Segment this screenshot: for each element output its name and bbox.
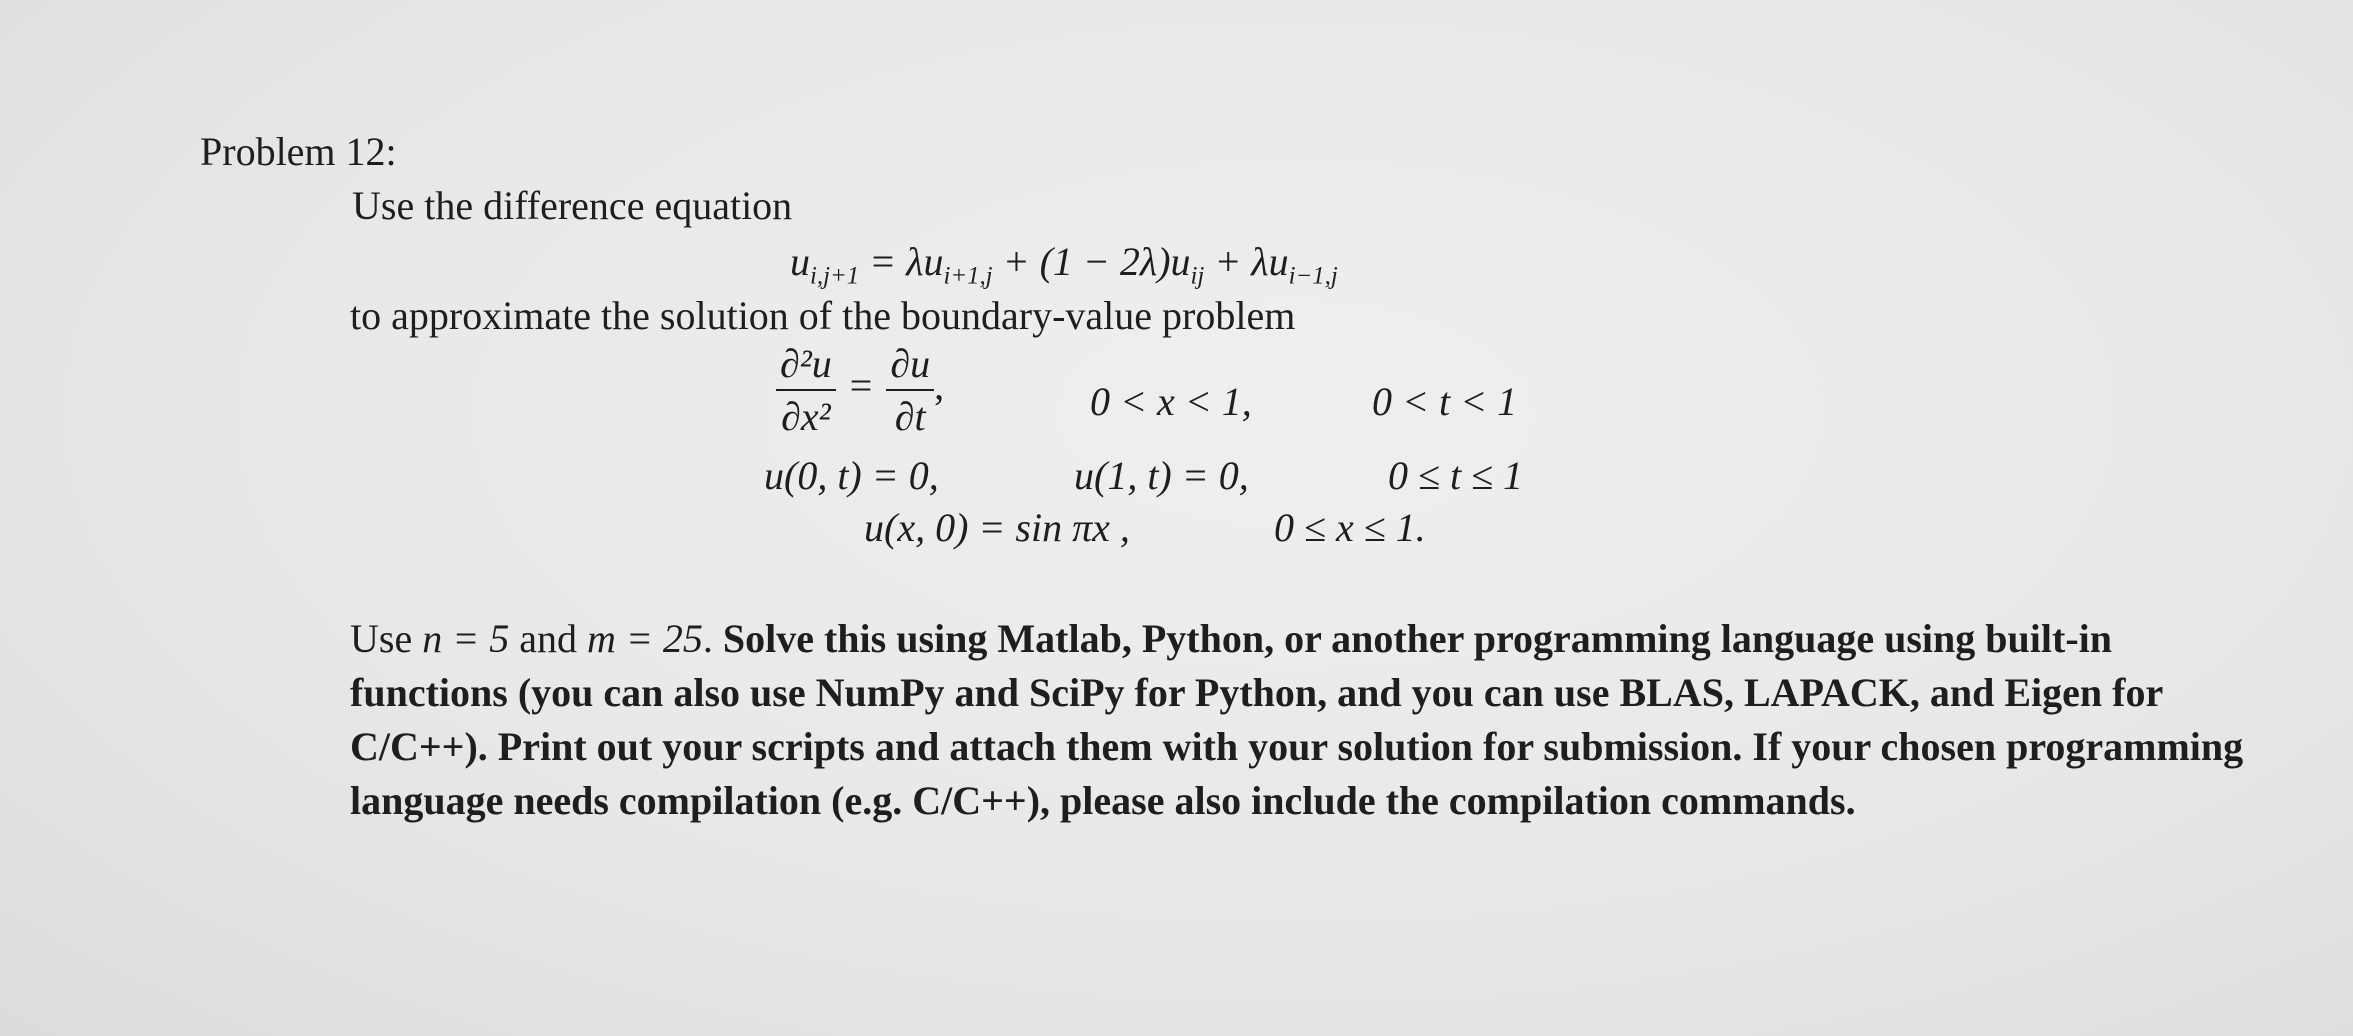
boundary-range: 0 ≤ t ≤ 1 xyxy=(1388,453,1524,498)
intro-text: Use the difference equation xyxy=(352,183,793,228)
pde-rhs-numerator: ∂u xyxy=(886,340,934,391)
eq-term3: + λu xyxy=(1204,239,1289,284)
difference-equation xyxy=(790,238,1338,290)
eq-lhs-sub: i,j+1 xyxy=(810,262,860,290)
pde-rhs-denominator: ∂t xyxy=(894,394,926,439)
n-expression: n = 5 xyxy=(422,616,510,661)
pde-equals: = xyxy=(849,363,873,409)
pde-comma: , xyxy=(934,363,945,409)
initial-range: 0 ≤ x ≤ 1. xyxy=(1274,505,1426,550)
pde-lhs-denominator: ∂x² xyxy=(781,394,831,439)
eq-term1-sub: i+1,j xyxy=(943,262,993,290)
boundary-right: u(1, t) = 0, xyxy=(1074,453,1249,498)
pde-lhs-numerator: ∂²u xyxy=(776,340,836,391)
instructions-paragraph xyxy=(350,612,2270,828)
eq-term1: = λu xyxy=(859,239,944,284)
m-expression: m = 25 xyxy=(586,616,703,661)
problem-title: Problem 12: xyxy=(200,129,397,174)
eq-term2-sub: ij xyxy=(1190,262,1205,290)
pde-t-range: 0 < t < 1 xyxy=(1372,379,1518,424)
instructions-bold-text: Solve this using Matlab, Python, or another programming language using built-in functions (you can also use NumPy and SciPy for Python, and you can use BLAS, LAPACK, and Eigen for C/C++). Print out your scripts and attach them with your solution for submission. If your chosen programming language needs compilation (e.g. C/C++), please also include the compilation commands. xyxy=(350,616,2244,823)
and-text: and xyxy=(509,616,587,661)
initial-condition: u(x, 0) = sin πx , xyxy=(864,505,1130,550)
pde-equation xyxy=(776,340,944,440)
period-text: . xyxy=(702,616,723,661)
use-prefix: Use xyxy=(350,616,423,661)
eq-term3-sub: i−1,j xyxy=(1288,262,1338,290)
approximate-text: to approximate the solution of the boundary-value problem xyxy=(350,293,1296,338)
eq-lhs: u xyxy=(790,239,810,284)
pde-rhs-fraction xyxy=(886,340,934,440)
pde-x-range: 0 < x < 1, xyxy=(1090,379,1252,424)
boundary-left: u(0, t) = 0, xyxy=(764,453,939,498)
pde-lhs-fraction xyxy=(776,340,836,440)
eq-term2: + (1 − 2λ)u xyxy=(992,239,1191,284)
